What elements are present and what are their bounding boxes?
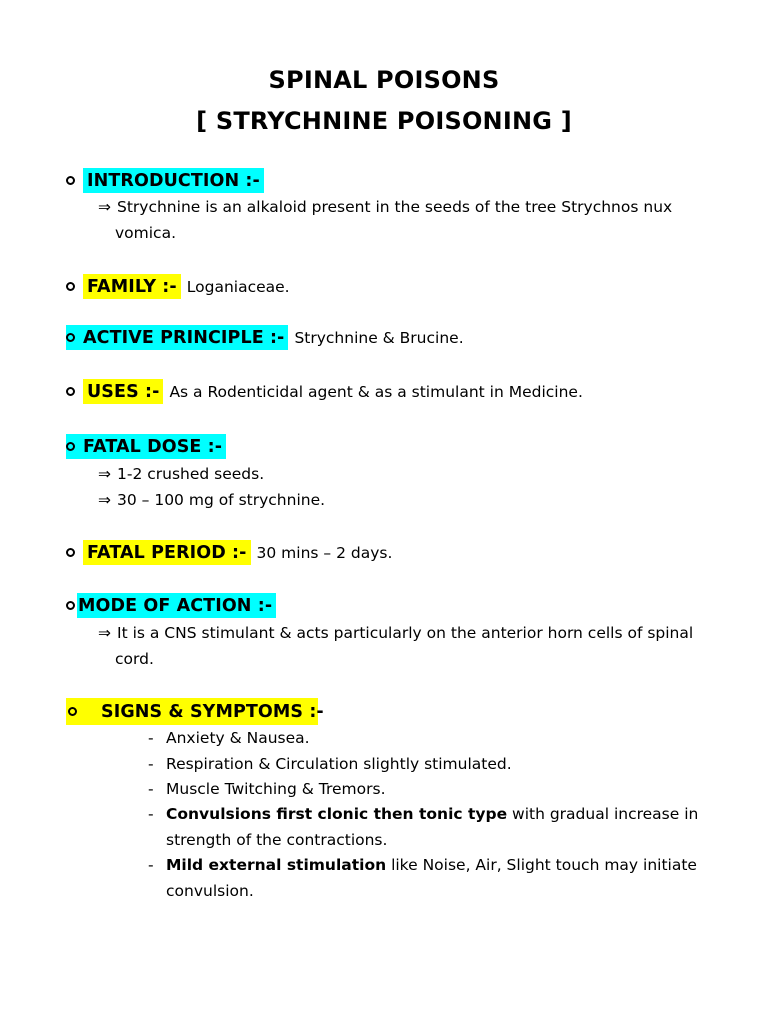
arrow-icon: ⇒ [98,465,111,483]
fatal-dose-item-2: ⇒ 30 – 100 mg of strychnine. [98,491,326,509]
section-heading-wrap [66,434,226,459]
section-heading: ACTIVE PRINCIPLE :- [83,327,285,348]
section-family [66,274,290,299]
page-subtitle: [ STRYCHNINE POISONING ] [196,107,572,135]
intro-line-2: vomica. [115,224,177,242]
circle-bullet-icon [66,601,75,610]
section-heading: USES :- [83,379,163,404]
list-dash: - [148,780,154,798]
list-item: Muscle Twitching & Tremors. [166,780,386,798]
section-heading-wrap [66,325,288,350]
section-introduction [66,168,264,193]
section-fatal-dose [66,434,226,459]
section-heading: FATAL PERIOD :- [83,540,251,565]
circle-bullet-icon [66,282,75,291]
arrow-icon: ⇒ [98,198,111,216]
fatal-dose-item-1: ⇒ 1-2 crushed seeds. [98,465,265,483]
intro-line-1: ⇒ Strychnine is an alkaloid present in the seeds of the tree Strychnos nux [98,198,673,216]
section-heading: INTRODUCTION :- [83,168,264,193]
list-item: Mild external stimulation like Noise, Air, Slight touch may initiate [166,856,697,874]
section-heading: MODE OF ACTION :- [77,593,276,618]
family-value: Loganiaceae. [186,277,290,296]
arrow-icon: ⇒ [98,624,111,642]
section-fatal-period [66,540,392,565]
circle-bullet-icon [66,387,75,396]
fatal-period-value: 30 mins – 2 days. [256,543,393,562]
uses-value: As a Rodenticidal agent & as a stimulant in Medicine. [169,382,583,401]
section-signs-symptoms [66,698,324,725]
list-item-continued: convulsion. [166,882,254,900]
section-mode-of-action [66,593,276,618]
list-item-continued: strength of the contractions. [166,831,388,849]
list-item: Respiration & Circulation slightly stimulated. [166,755,512,773]
circle-bullet-icon [66,548,75,557]
section-heading-wrap [66,698,324,725]
list-item: Convulsions first clonic then tonic type with gradual increase in [166,805,699,823]
list-dash: - [148,729,154,747]
section-heading: FAMILY :- [83,274,181,299]
circle-bullet-icon [68,707,77,716]
circle-bullet-icon [66,333,75,342]
mode-line-1: ⇒ It is a CNS stimulant & acts particularly on the anterior horn cells of spinal [98,624,694,642]
section-heading: FATAL DOSE :- [83,436,223,457]
section-heading: SIGNS & SYMPTOMS :- [101,701,324,722]
list-dash: - [148,856,154,874]
list-item: Anxiety & Nausea. [166,729,310,747]
circle-bullet-icon [66,176,75,185]
section-active-principle [66,325,464,350]
arrow-icon: ⇒ [98,491,111,509]
circle-bullet-icon [66,442,75,451]
active-principle-value: Strychnine & Brucine. [294,328,464,347]
page-title: SPINAL POISONS [268,66,500,94]
list-dash: - [148,805,154,823]
section-uses [66,379,583,404]
mode-line-2: cord. [115,650,154,668]
list-dash: - [148,755,154,773]
